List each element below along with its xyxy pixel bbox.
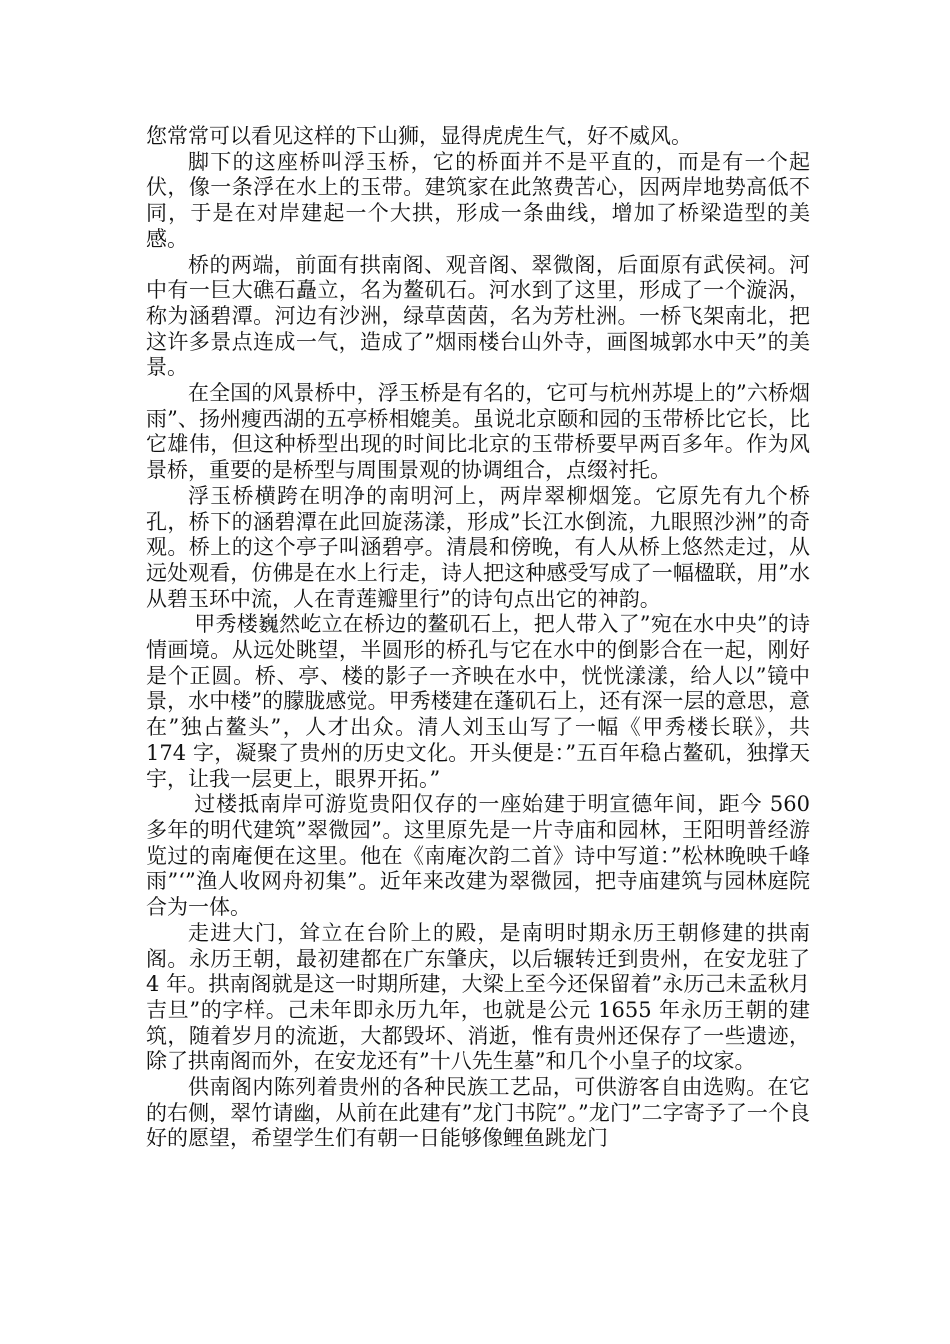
- paragraph: 供南阁内陈列着贵州的各种民族工艺品，可供游客自由选购。在它的右侧，翠竹请幽，从前在此建有”龙门书院”。”龙门”二字寄予了一个良好的愿望，希望学生们有朝一日能够像鲤鱼跳龙门: [146, 1075, 810, 1151]
- paragraph: 桥的两端，前面有拱南阁、观音阁、翠微阁，后面原有武侯祠。河中有一巨大礁石矗立，名为鳌矶石。河水到了这里，形成了一个漩涡，称为涵碧潭。河边有沙洲，绿草茵茵，名为芳杜洲。一桥飞架南北，把这许多景点连成一气，造成了”烟雨楼台山外寺，画图城郭水中天”的美景。: [146, 252, 810, 380]
- paragraph: 在全国的风景桥中，浮玉桥是有名的，它可与杭州苏堤上的”六桥烟雨”、扬州瘦西湖的五亭桥相媲美。虽说北京颐和园的玉带桥比它长，比它雄伟，但这种桥型出现的时间比北京的玉带桥要早两百多年。作为风景桥，重要的是桥型与周围景观的协调组合，点缀衬托。: [146, 381, 810, 483]
- paragraph: 走进大门，耸立在台阶上的殿，是南明时期永历王朝修建的拱南阁。永历王朝，最初建都在广东肇庆，以后辗转迁到贵州，在安龙驻了 4 年。拱南阁就是这一时期所建，大梁上至今还保留着”永历己未孟秋月吉旦”的字样。己未年即永历九年，也就是公元 1655 年永历王朝的建筑，随着岁月的流逝，大都毁坏、消逝，惟有贵州还保存了一些遗迹，除了拱南阁而外，在安龙还有”十八先生墓”和几个小皇子的坟家。: [146, 920, 810, 1074]
- document-body: [146, 124, 810, 1152]
- paragraph: 脚下的这座桥叫浮玉桥，它的桥面并不是平直的，而是有一个起伏，像一条浮在水上的玉带。建筑家在此煞费苦心，因两岸地势高低不同，于是在对岸建起一个大拱，形成一条曲线，增加了桥梁造型的美感。: [146, 149, 810, 251]
- paragraph: 浮玉桥横跨在明净的南明河上，两岸翠柳烟笼。它原先有九个桥孔，桥下的涵碧潭在此回旋荡漾，形成”长江水倒流，九眼照沙洲”的奇观。桥上的这个亭子叫涵碧亭。清晨和傍晚，有人从桥上悠然走过，从远处观看，仿佛是在水上行走，诗人把这种感受写成了一幅楹联，用”水从碧玉环中流，人在青莲瓣里行”的诗句点出它的神韵。: [146, 483, 810, 611]
- paragraph: 甲秀楼巍然屹立在桥边的鳌矶石上，把人带入了”宛在水中央”的诗情画境。从远处眺望，半圆形的桥孔与它在水中的倒影合在一起，刚好是个正圆。桥、亭、楼的影子一齐映在水中，恍恍漾漾，给人以”镜中景，水中楼”的朦胧感觉。甲秀楼建在蓬矶石上，还有深一层的意思，意在”独占鳌头”，人才出众。清人刘玉山写了一幅《甲秀楼长联》，共 174 字，凝聚了贵州的历史文化。开头便是：”五百年稳占鳌矶，独撑天宇，让我一层更上，眼界开拓。”: [146, 612, 810, 791]
- paragraph: 过楼抵南岸可游览贵阳仅存的一座始建于明宣德年间，距今 560 多年的明代建筑”翠微园”。这里原先是一片寺庙和园林，王阳明普经游览过的南庵便在这里。他在《南庵次韵二首》诗中写道：”松林晚映千峰雨”‘”渔人收网舟初集”。近年来改建为翠微园，把寺庙建筑与园林庭院合为一体。: [146, 792, 810, 920]
- paragraph: 您常常可以看见这样的下山狮，显得虎虎生气，好不威风。: [146, 124, 692, 148]
